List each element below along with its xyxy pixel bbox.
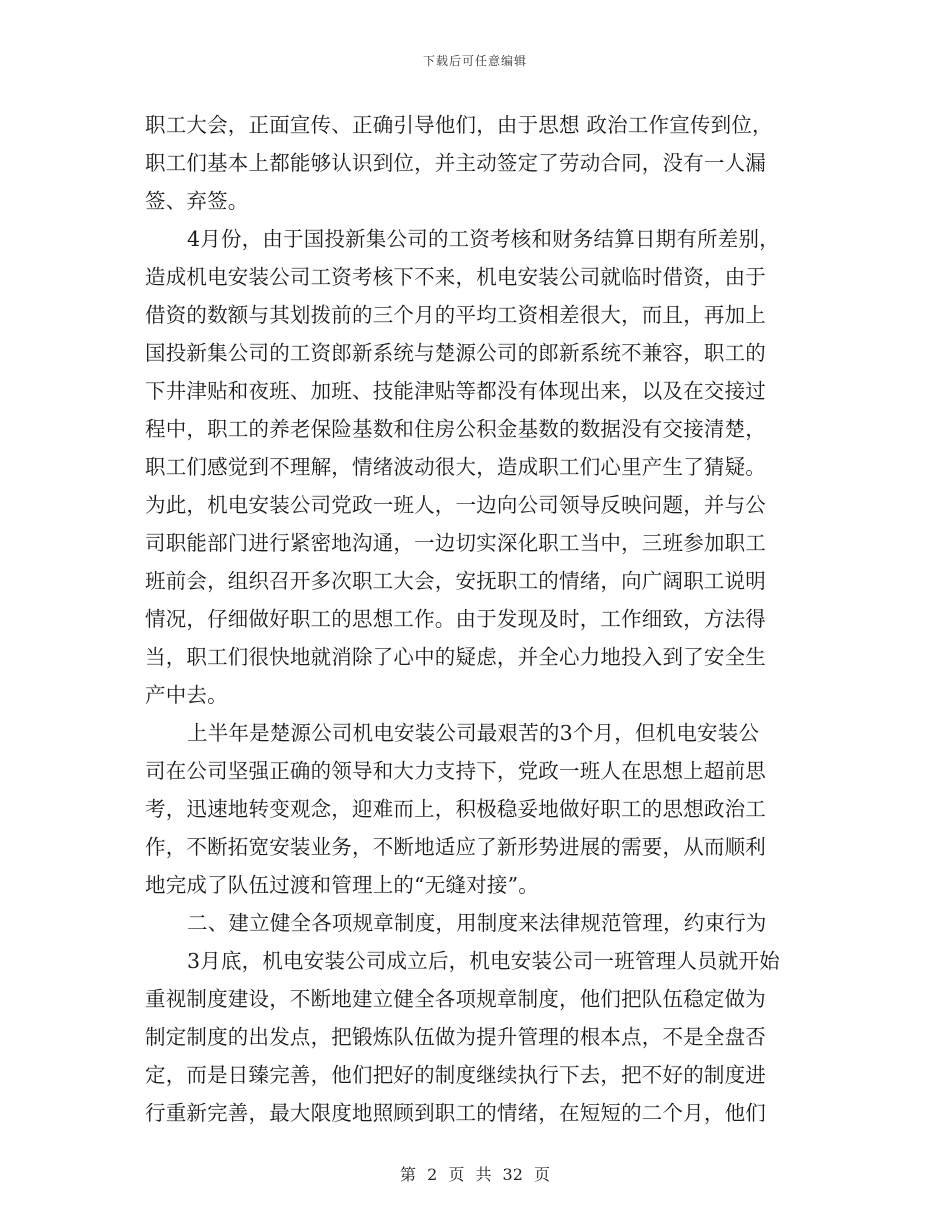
text-line: 行重新完善，最大限度地照顾到职工的情绪，在短短的二个月，他们 xyxy=(145,1101,766,1125)
text-line: 产中去。 xyxy=(145,683,228,707)
text-line: 司在公司坚强正确的领导和大力支持下，党政一班人在思想上超前思 xyxy=(145,759,766,783)
text-line: 为此，机电安装公司党政一班人，一边向公司领导反映问题，并与公 xyxy=(145,493,766,517)
text-line: 班前会，组织召开多次职工大会，安抚职工的情绪，向广阔职工说明 xyxy=(145,569,766,593)
page-header: 下载后可任意编辑 xyxy=(422,54,527,68)
text-line: 职工们基本上都能够认识到位，并主动签定了劳动合同，没有一人漏 xyxy=(145,151,766,175)
text-line: 上半年是楚源公司机电安装公司最艰苦的3个月，但机电安装公 xyxy=(187,721,760,745)
text-line: 重视制度建设，不断地建立健全各项规章制度，他们把队伍稳定做为 xyxy=(145,987,766,1011)
text-line: 4月份，由于国投新集公司的工资考核和财务结算日期有所差别， xyxy=(187,227,780,251)
text-line: 国投新集公司的工资郎新系统与楚源公司的郎新系统不兼容，职工的 xyxy=(145,341,766,365)
document-body xyxy=(145,106,810,1132)
text-line: 职工们感觉到不理解，情绪波动很大，造成职工们心里产生了猜疑。 xyxy=(145,455,766,479)
text-line: 下井津贴和夜班、加班、技能津贴等都没有体现出来，以及在交接过 xyxy=(145,379,766,403)
text-line: 签、弃签。 xyxy=(145,189,249,213)
text-line: 3月底，机电安装公司成立后，机电安装公司一班管理人员就开始 xyxy=(187,949,780,973)
text-line: 程中，职工的养老保险基数和住房公积金基数的数据没有交接清楚， xyxy=(145,417,766,441)
text-line: 定，而是日臻完善，他们把好的制度继续执行下去，把不好的制度进 xyxy=(145,1063,766,1087)
text-line: 作，不断拓宽安装业务，不断地适应了新形势进展的需要，从而顺利 xyxy=(145,835,766,859)
text-line: 造成机电安装公司工资考核下不来，机电安装公司就临时借资，由于 xyxy=(145,265,766,289)
text-line: 当，职工们很快地就消除了心中的疑虑，并全心力地投入到了安全生 xyxy=(145,645,766,669)
text-line: 职工大会，正面宣传、正确引导他们，由于思想 政治工作宣传到位， xyxy=(145,113,773,137)
text-line: 地完成了队伍过渡和管理上的“无缝对接”。 xyxy=(145,873,539,897)
page-footer: 第 2 页 共 32 页 xyxy=(400,1165,550,1184)
text-line: 情况，仔细做好职工的思想工作。由于发现及时，工作细致，方法得 xyxy=(145,607,766,631)
text-line: 二、建立健全各项规章制度，用制度来法律规范管理，约束行为 xyxy=(187,911,767,935)
text-line: 借资的数额与其划拨前的三个月的平均工资相差很大，而且，再加上 xyxy=(145,303,766,327)
text-line: 考，迅速地转变观念，迎难而上，积极稳妥地做好职工的思想政治工 xyxy=(145,797,766,821)
text-line: 制定制度的出发点，把锻炼队伍做为提升管理的根本点，不是全盘否 xyxy=(145,1025,766,1049)
text-line: 司职能部门进行紧密地沟通，一边切实深化职工当中，三班参加职工 xyxy=(145,531,766,555)
